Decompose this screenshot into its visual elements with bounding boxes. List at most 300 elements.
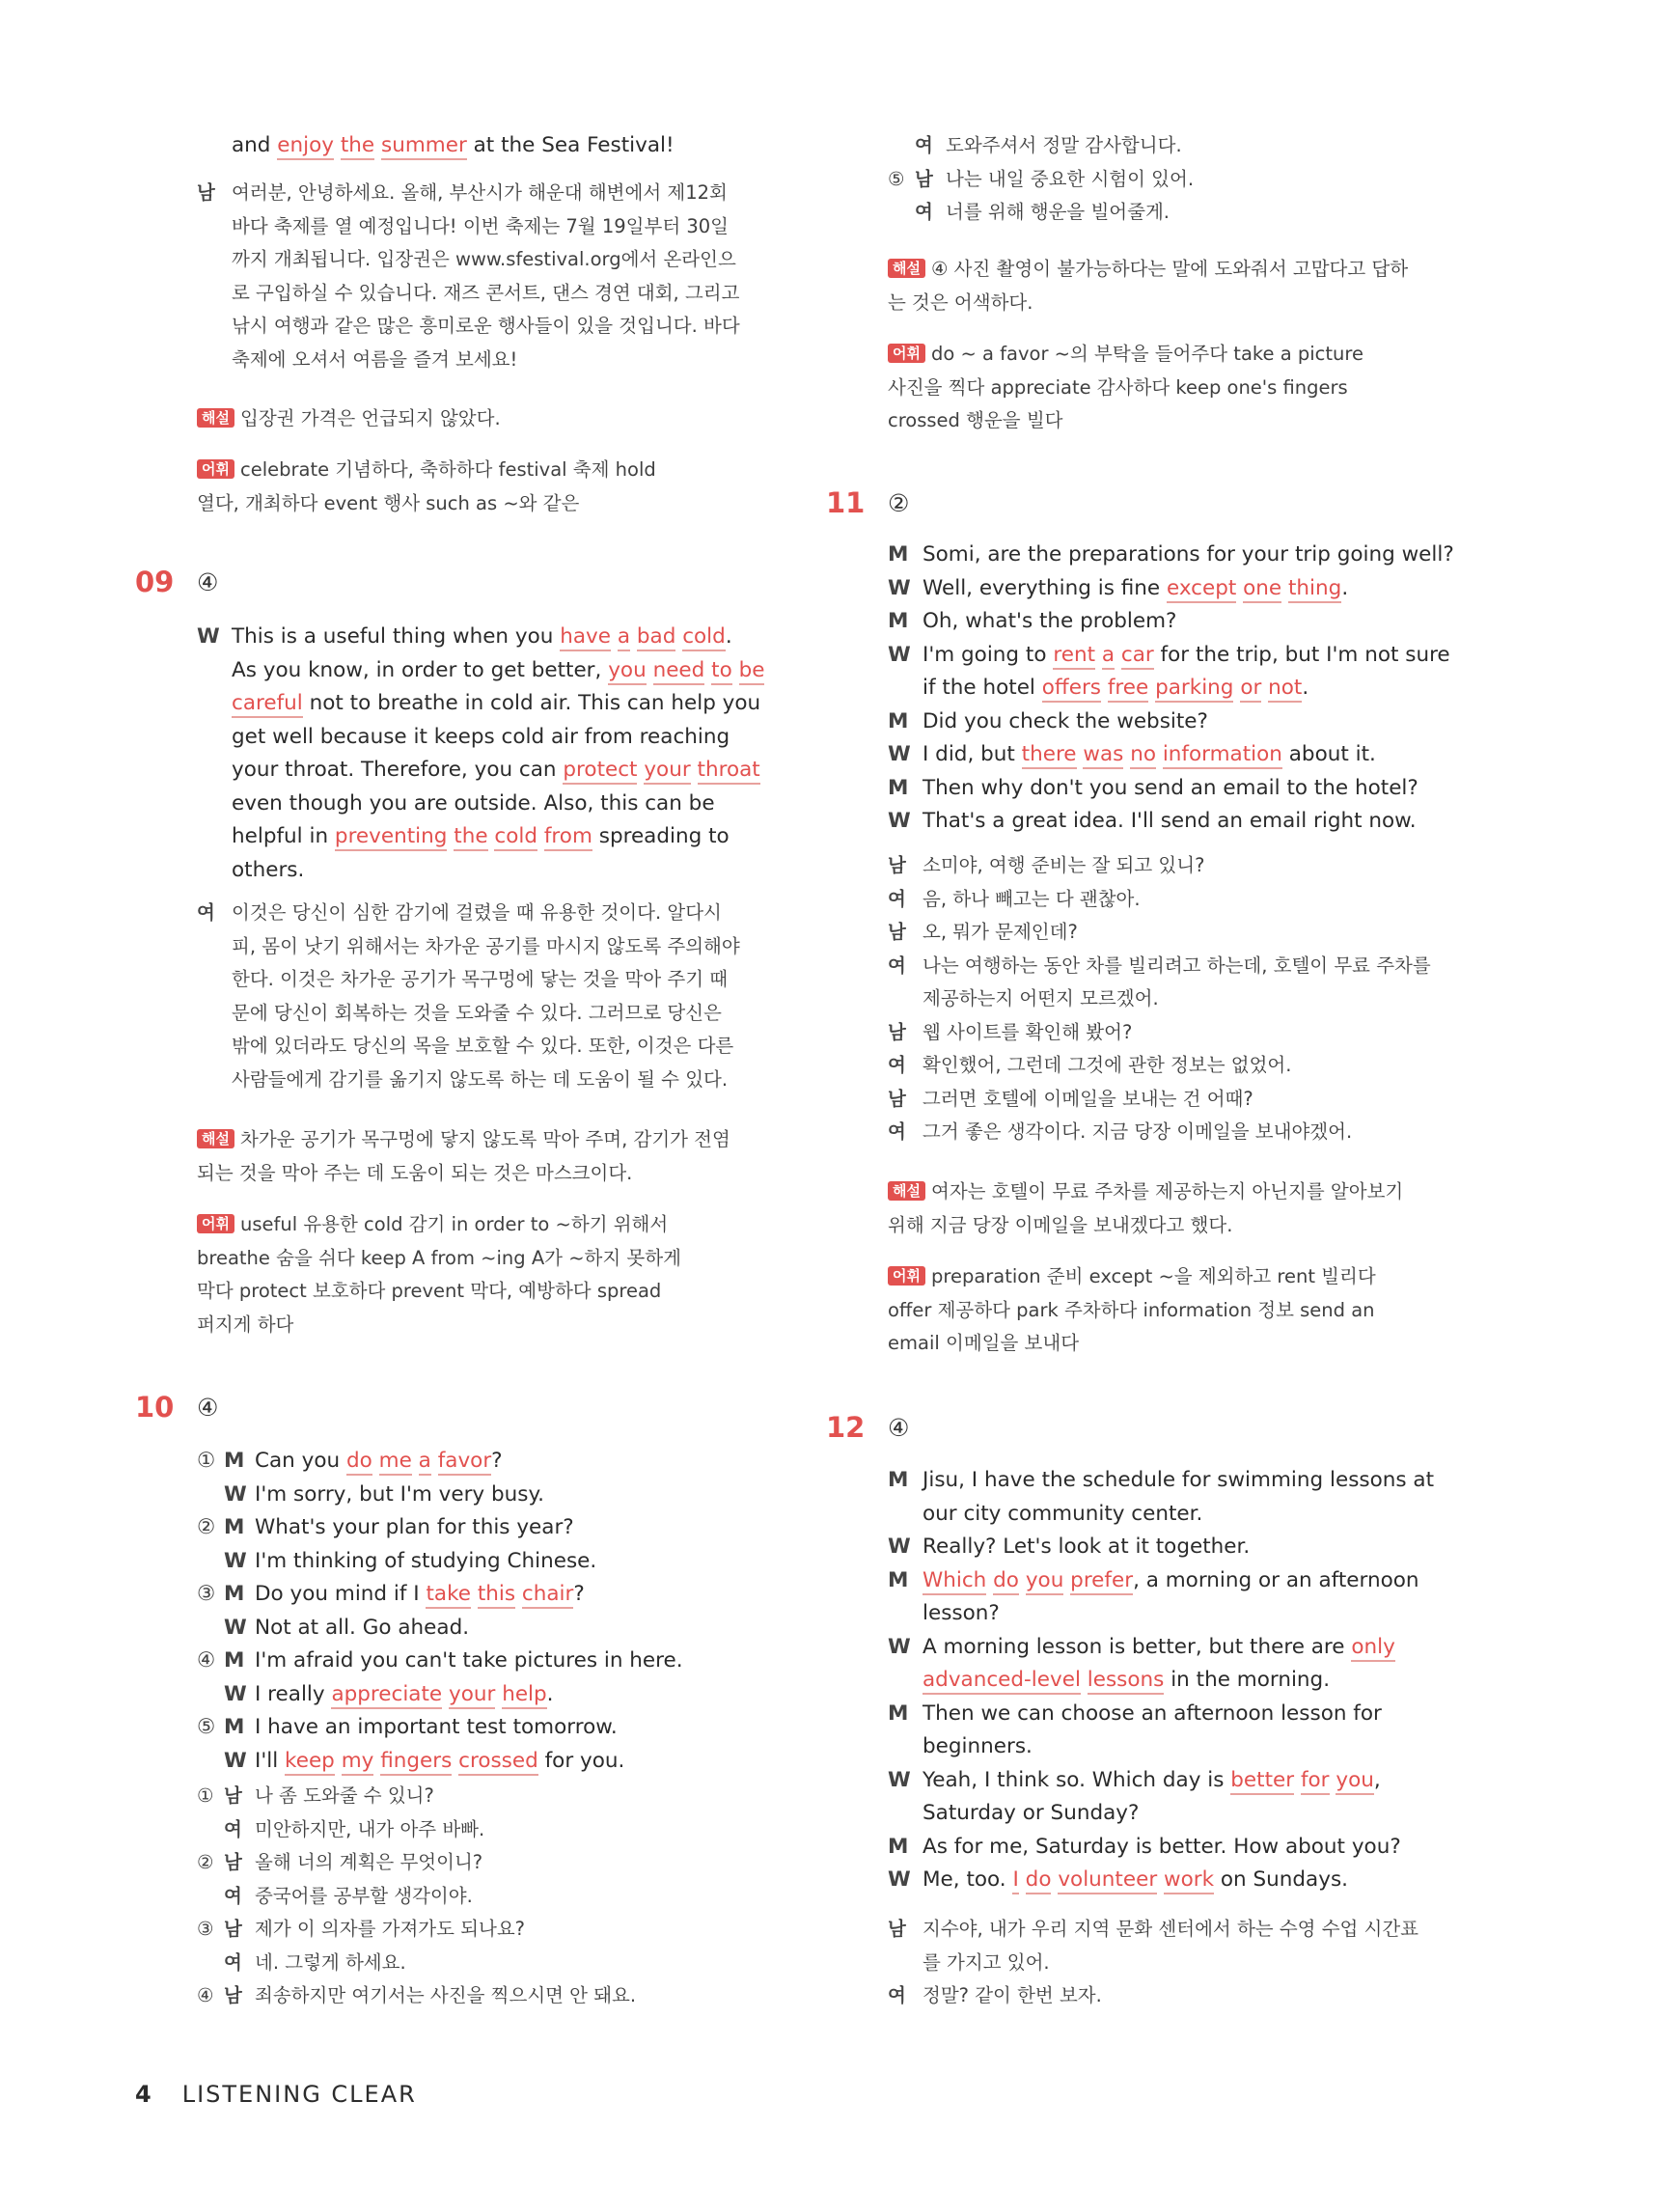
korean-text: [923, 849, 1204, 883]
blank-answer: except: [1167, 576, 1236, 603]
badge: 해설: [888, 259, 925, 278]
text-line: 여러분, 안녕하세요. 올해, 부산시가 해운대 해변에서 제12회: [232, 181, 728, 204]
korean-text: 제가 이 의자를 가져가도 되나요?: [255, 1918, 526, 1940]
blank-answer: be: [739, 658, 765, 685]
text-line: 피, 몸이 낫기 위해서는 차가운 공기를 마시지 않도록 주의해야: [232, 934, 740, 957]
blank-answer: the: [341, 133, 374, 160]
badge: 어휘: [197, 459, 234, 479]
question-09-explanation: [197, 1123, 776, 1190]
text-line: 어휘 preparation 준비 except ~을 제외하고 rent 빌리다: [888, 1260, 1478, 1294]
question-number: 09: [135, 566, 175, 598]
speaker: 여: [224, 1950, 242, 1974]
speaker: 남: [888, 1087, 906, 1110]
korean-choice-line: [197, 1846, 776, 1880]
dialog-turn: [888, 1531, 1478, 1564]
text-line: 해설 ④ 사진 촬영이 불가능하다는 말에 도와줘서 고맙다고 답하: [888, 253, 1478, 287]
dialog-turn: [888, 605, 1478, 639]
dialog-text: [923, 1864, 1348, 1897]
script-line: Did you check the website?: [923, 708, 1208, 733]
dialog-turn: [888, 705, 1478, 739]
speaker: M: [888, 1700, 909, 1726]
speaker: 남: [224, 1851, 242, 1873]
text-line: 밖에 있더라도 당신의 목을 보호할 수 있다. 또한, 이것은 다른: [232, 1035, 734, 1057]
blank-answer: prefer: [1070, 1568, 1133, 1595]
text-line: 정말? 같이 한번 보자.: [923, 1984, 1102, 2006]
blank-answer: do: [346, 1449, 372, 1476]
blank-answer: me: [379, 1449, 412, 1476]
script-line: your throat. Therefore, you can protect your throat: [232, 754, 764, 788]
speaker: M: [224, 1449, 245, 1473]
text-line: 축제에 오셔서 여름을 즐겨 보세요!: [232, 347, 518, 371]
blank-answer: parking: [1155, 676, 1233, 703]
text-line: 그거 좋은 생각이다. 지금 당장 이메일을 보내야겠어.: [923, 1120, 1353, 1143]
speaker: W: [888, 575, 911, 600]
badge: 어휘: [197, 1214, 234, 1233]
question-number: 10: [135, 1391, 175, 1424]
speaker: M: [224, 1648, 245, 1673]
speaker: W: [224, 1681, 247, 1706]
blank-answer: summer: [381, 133, 467, 160]
choice-number: ⑤: [197, 1715, 216, 1739]
dialog-turn: [888, 572, 1478, 606]
dialog-turn: [888, 1564, 1478, 1631]
blank-answer: preventing: [335, 824, 448, 851]
dialog-turn: [888, 539, 1478, 572]
blank-answer: for: [1301, 1768, 1330, 1795]
choice-text: Can you do me a favor?: [255, 1445, 503, 1479]
speaker: W: [224, 1548, 247, 1573]
speaker: M: [888, 542, 909, 567]
korean-text: 나는 내일 중요한 시험이 있어.: [946, 167, 1195, 190]
script-line: Really? Let's look at it together.: [923, 1535, 1251, 1559]
speaker: 남: [888, 854, 906, 876]
blank-answer: favor: [438, 1449, 491, 1476]
speaker: 여: [915, 201, 933, 223]
script-line: careful not to breathe in cold air. This can help you: [232, 687, 764, 721]
blank-answer: or: [1240, 676, 1261, 703]
speaker: W: [888, 742, 911, 766]
korean-choice-line: [197, 1913, 776, 1947]
text-line: 위해 지금 당장 이메일을 보내겠다고 했다.: [888, 1213, 1233, 1236]
question-11-korean: [888, 849, 1478, 1149]
question-11-vocabulary: [888, 1260, 1478, 1361]
blank-answer: a: [618, 624, 630, 651]
dialog-text: [923, 605, 1176, 639]
script-line: As you know, in order to get better, you need to be: [232, 654, 764, 688]
question-09-vocabulary: [197, 1208, 776, 1341]
text-line: 어휘 useful 유용한 cold 감기 in order to ~하기 위해서: [197, 1208, 776, 1242]
script-line: Which do you prefer, a morning or an afternoon: [923, 1564, 1419, 1598]
speaker: W: [888, 642, 911, 667]
blank-answer: need: [653, 658, 705, 685]
blank-answer: you: [1026, 1568, 1064, 1595]
speaker: W: [888, 1634, 911, 1659]
blank-answer: volunteer: [1058, 1867, 1157, 1894]
korean-text: 네. 그렇게 하세요.: [255, 1950, 406, 1974]
text-line: offer 제공하다 park 주차하다 information 정보 send an: [888, 1298, 1375, 1321]
script-line: I did, but there was no information about it.: [923, 738, 1376, 772]
text-line: 는 것은 어색하다.: [888, 290, 1033, 314]
korean-turn: [888, 1116, 1478, 1149]
korean-choice-line: [197, 1947, 776, 1980]
text-line: crossed 행운을 빌다: [888, 409, 1063, 431]
answer-mark: ④: [888, 1413, 910, 1442]
left-top-line: and enjoy the summer at the Sea Festival!: [197, 129, 776, 163]
korean-choice-line: [888, 163, 1478, 197]
choice-line: [197, 1645, 776, 1678]
question-12-korean: [888, 1913, 1478, 2013]
korean-choice-line: [888, 129, 1478, 163]
script-line: lesson?: [923, 1601, 1000, 1625]
blank-answer: cold: [494, 824, 537, 851]
explain-badge: 해설: [197, 408, 234, 428]
speaker: M: [888, 775, 909, 800]
speaker: 남: [888, 921, 906, 943]
korean-text: 올해 너의 계획은 무엇이니?: [255, 1851, 483, 1873]
korean-turn: [888, 1016, 1478, 1050]
speaker: M: [224, 1715, 245, 1739]
speaker: W: [888, 1767, 911, 1792]
dialog-text: [923, 639, 1450, 705]
dialog-turn: [888, 1464, 1478, 1531]
dialog-turn: [888, 1631, 1478, 1698]
dialog-turn: [888, 1831, 1478, 1865]
speaker: M: [888, 1567, 909, 1592]
dialog-text: [923, 738, 1376, 772]
korean-turn: [888, 1083, 1478, 1117]
text-line: 막다 protect 보호하다 prevent 막다, 예방하다 spread: [197, 1280, 662, 1302]
blank-answer: take: [426, 1582, 471, 1609]
choice-number: ④: [197, 1648, 216, 1673]
dialog-text: [923, 572, 1348, 606]
answer-mark: ④: [197, 1393, 219, 1422]
blank-answer: have: [560, 624, 611, 651]
dialog-text: [923, 1631, 1395, 1698]
blank-answer: I: [1012, 1867, 1018, 1894]
blank-answer: do: [1026, 1867, 1052, 1894]
question-11-script: [888, 539, 1478, 839]
script-line: Then we can choose an afternoon lesson for: [923, 1700, 1382, 1726]
korean-text: [923, 1083, 1253, 1117]
korean-text: [923, 1979, 1102, 2013]
question-09-script: W This is a useful thing when you have a bad cold. As you know, in order to get better, you need to be careful not to breathe in cold air. This can help you get well because it keeps cold air from reaching your throat. Therefore, you can protect your throat even though you are outside. Also, this can be helpful in preventing the cold from spreading to others.: [197, 621, 776, 887]
text-line: 오, 뭐가 문제인데?: [923, 921, 1078, 943]
blank-answer: there: [1022, 742, 1077, 769]
text-line: 제공하는지 어떤지 모르겠어.: [923, 987, 1159, 1009]
blank-answer: to: [711, 658, 732, 685]
korean-turn: [888, 1979, 1478, 2013]
blank-answer: your: [449, 1682, 495, 1709]
speaker: M: [888, 708, 909, 733]
korean-choice-line: [197, 1979, 776, 2013]
korean-turn: [888, 950, 1478, 1016]
speaker: W: [888, 809, 911, 833]
blank-answer: my: [342, 1749, 374, 1776]
choice-number: ④: [197, 1984, 214, 2006]
choice-text: I'm afraid you can't take pictures in here.: [255, 1648, 683, 1673]
script-line: This is a useful thing when you have a bad cold.: [232, 621, 764, 654]
choice-line: [197, 1479, 776, 1512]
choice-line: [197, 1445, 776, 1479]
text-line: 확인했어, 그런데 그것에 관한 정보는 없었어.: [923, 1054, 1292, 1076]
question-12-script: [888, 1464, 1478, 1897]
speaker: M: [224, 1515, 245, 1539]
speaker: 남: [224, 1784, 242, 1807]
korean-choice-line: [197, 1780, 776, 1813]
speaker: 남: [888, 1918, 906, 1940]
blank-answer: you: [608, 658, 647, 685]
script-line: Oh, what's the problem?: [923, 609, 1177, 633]
dialog-turn: [888, 1764, 1478, 1831]
text-line: 그러면 호텔에 이메일을 보내는 건 어때?: [923, 1087, 1253, 1110]
korean-turn: [888, 1049, 1478, 1083]
blank-answer: Which: [923, 1568, 986, 1595]
blank-answer: fingers: [380, 1749, 452, 1776]
script-line: advanced-level lessons in the morning.: [923, 1664, 1395, 1698]
choice-text: Not at all. Go ahead.: [255, 1615, 470, 1640]
korean-text: [923, 1116, 1352, 1149]
choice-line: [197, 1678, 776, 1712]
text-line: 나는 여행하는 동안 차를 빌리려고 하는데, 호텔이 무료 주차를: [923, 954, 1431, 977]
badge: 해설: [197, 1129, 234, 1148]
choice-number: ①: [197, 1449, 216, 1473]
choice-line: [197, 1545, 776, 1579]
korean-turn: [888, 849, 1478, 883]
blank-answer: cold: [682, 624, 726, 651]
blank-answer: a: [419, 1449, 431, 1476]
korean-text: [923, 916, 1078, 950]
choice-number: ②: [197, 1851, 214, 1873]
script-line: our city community center.: [923, 1501, 1203, 1526]
script-line: A morning lesson is better, but there are only: [923, 1631, 1395, 1665]
answer-mark: ④: [197, 567, 219, 596]
blank-answer: only: [1351, 1635, 1394, 1662]
question-09-header: [135, 566, 218, 598]
question-number: 12: [826, 1411, 866, 1444]
speaker: 여: [224, 1817, 242, 1840]
script-line: get well because it keeps cold air from reaching: [232, 724, 730, 749]
blank-answer: not: [1268, 676, 1302, 703]
speaker: 여: [888, 1054, 906, 1076]
dialog-text: [923, 1464, 1434, 1531]
blank-answer: enjoy: [277, 133, 334, 160]
text-line: email 이메일을 보내다: [888, 1332, 1080, 1354]
script-line: Well, everything is fine except one thing.: [923, 572, 1348, 606]
speaker: M: [888, 1834, 909, 1859]
dialog-text: [923, 772, 1418, 806]
blank-answer: from: [544, 824, 592, 851]
speaker: W: [224, 1748, 247, 1773]
blank-answer: was: [1083, 742, 1123, 769]
blank-answer: offers: [1042, 676, 1101, 703]
korean-translation: [232, 177, 740, 376]
speaker: 남: [224, 1984, 242, 2006]
blank-answer: the: [454, 824, 487, 851]
script-line: others.: [232, 857, 305, 882]
choice-text: I'm sorry, but I'm very busy.: [255, 1481, 544, 1507]
question-11-header: [826, 486, 909, 519]
script-line: Jisu, I have the schedule for swimming lessons at: [923, 1468, 1435, 1492]
left-top-vocabulary: [197, 454, 776, 520]
choice-text: I'll keep my fingers crossed for you.: [255, 1745, 624, 1779]
right-top-korean: [888, 129, 1478, 230]
korean-text: [923, 950, 1431, 1016]
script-line: That's a great idea. I'll send an email right now.: [923, 809, 1417, 833]
blank-answer: lessons: [1088, 1668, 1165, 1695]
dialog-turn: [888, 1864, 1478, 1897]
text-line: 음, 하나 빼고는 다 괜찮아.: [923, 887, 1141, 910]
question-12-header: [826, 1411, 909, 1444]
dialog-text: [923, 1531, 1250, 1564]
text-line: 지수야, 내가 우리 지역 문화 센터에서 하는 수영 수업 시간표: [923, 1918, 1419, 1940]
speaker: W: [888, 1867, 911, 1892]
left-top-explanation: 해설 입장권 가격은 언급되지 않았다.: [197, 402, 776, 436]
text-line: 로 구입하실 수 있습니다. 재즈 콘서트, 댄스 경연 대회, 그리고: [232, 281, 740, 304]
blank-answer: one: [1243, 576, 1281, 603]
speaker: 여: [888, 1984, 906, 2006]
korean-text: 나 좀 도와줄 수 있니?: [255, 1784, 434, 1807]
korean-text: [923, 1049, 1291, 1083]
book-title: LISTENING CLEAR: [181, 2081, 417, 2108]
choice-line: [197, 1612, 776, 1645]
question-09-korean: 여 이것은 당신이 심한 감기에 걸렸을 때 유용한 것이다. 알다시 피, 몸이 낫기 위해서는 차가운 공기를 마시지 않도록 주의해야 한다. 이것은 차가운 공기가 목구멍에 닿는 것을 막아 주기 때 문에 당신이 회복하는 것을 도와줄 수 있다. 그러므로 당신은 밖에 있더라도 당신의 목을 보호할 수 있다. 또한, 이것은 다른 사람들에게 감기를 옮기지 않도록 하는 데 도움이 될 수 있다.: [197, 897, 776, 1096]
text-line: 웹 사이트를 확인해 봤어?: [923, 1020, 1133, 1043]
script-line: Me, too. I do volunteer work on Sundays.: [923, 1864, 1348, 1897]
blank-answer: do: [993, 1568, 1019, 1595]
choice-text: I'm thinking of studying Chinese.: [255, 1548, 597, 1573]
text-line: 이것은 당신이 심한 감기에 걸렸을 때 유용한 것이다. 알다시: [232, 901, 722, 924]
right-top-explanation: [888, 253, 1478, 319]
question-number: 11: [826, 486, 866, 519]
choice-text: Do you mind if I take this chair?: [255, 1578, 585, 1612]
blank-answer: appreciate: [331, 1682, 442, 1709]
speaker: W: [224, 1481, 247, 1507]
text-line: breathe 숨을 쉬다 keep A from ~ing A가 ~하지 못하게: [197, 1246, 681, 1269]
question-10-korean: [197, 1780, 776, 2013]
text-line: 까지 개최됩니다. 입장권은 www.sfestival.org에서 온라인으: [232, 248, 736, 270]
speaker: M: [224, 1582, 245, 1606]
speaker: 여: [888, 954, 906, 977]
choice-line: [197, 1711, 776, 1745]
blank-answer: thing: [1288, 576, 1341, 603]
dialog-turn: [888, 772, 1478, 806]
badge: 어휘: [888, 344, 925, 363]
blank-answer: you: [1336, 1768, 1374, 1795]
dialog-text: [923, 539, 1454, 572]
text-line: 열다, 개최하다 event 행사 such as ~와 같은: [197, 491, 580, 514]
script-line: Saturday or Sunday?: [923, 1801, 1140, 1825]
korean-text: [923, 1913, 1418, 1979]
blank-answer: information: [1163, 742, 1282, 769]
badge: 해설: [888, 1181, 925, 1201]
speaker: 남: [888, 1020, 906, 1043]
dialog-text: [923, 805, 1417, 839]
speaker: 여: [888, 1120, 906, 1143]
text-line: 사람들에게 감기를 옮기지 않도록 하는 데 도움이 될 수 있다.: [232, 1067, 729, 1091]
script-line: Then why don't you send an email to the hotel?: [923, 775, 1418, 800]
dialog-text: [923, 1564, 1419, 1631]
text-line: 문에 당신이 회복하는 것을 도와줄 수 있다. 그러므로 당신은: [232, 1001, 722, 1024]
page-number: 4: [135, 2081, 153, 2108]
script-line: As for me, Saturday is better. How about you?: [923, 1834, 1401, 1859]
right-top-vocabulary: [888, 338, 1478, 438]
text-line: 소미야, 여행 준비는 잘 되고 있니?: [923, 854, 1205, 876]
question-11-explanation: [888, 1175, 1478, 1242]
blank-answer: help: [502, 1682, 546, 1709]
text-line: 퍼지게 하다: [197, 1313, 294, 1336]
blank-answer: bad: [637, 624, 675, 651]
choice-line: [197, 1511, 776, 1545]
choice-number: ③: [197, 1918, 214, 1940]
page-footer: [135, 2081, 417, 2108]
badge: 어휘: [888, 1266, 925, 1286]
script-line: even though you are outside. Also, this can be: [232, 790, 715, 816]
blank-answer: car: [1121, 643, 1154, 670]
script-line: Somi, are the preparations for your trip going well?: [923, 542, 1454, 567]
korean-turn: [888, 1913, 1478, 1979]
dialog-turn: [888, 738, 1478, 772]
question-10-header: [135, 1391, 218, 1424]
speaker: M: [888, 1468, 909, 1492]
text-line: 어휘 celebrate 기념하다, 축하하다 festival 축제 hold: [197, 454, 776, 487]
dialog-text: [923, 1831, 1401, 1865]
text-line: 해설 차가운 공기가 목구멍에 닿지 않도록 막아 주며, 감기가 전염: [197, 1123, 776, 1157]
speaker: 여: [888, 887, 906, 910]
question-10-choices: [197, 1445, 776, 1778]
speaker: 여: [915, 134, 933, 156]
dialog-turn: [888, 805, 1478, 839]
script-line: helpful in preventing the cold from spreading to: [232, 820, 764, 854]
korean-choice-line: [888, 196, 1478, 230]
korean-text: 중국어를 공부할 생각이야.: [255, 1884, 473, 1907]
blank-answer: throat: [698, 758, 760, 785]
blank-answer: work: [1164, 1867, 1214, 1894]
dialog-text: [923, 1698, 1382, 1764]
korean-text: [923, 1016, 1132, 1050]
script-line: I'm going to rent a car for the trip, but I'm not sure: [923, 639, 1450, 673]
text-line: 한다. 이것은 차가운 공기가 목구멍에 닿는 것을 막아 주기 때: [232, 968, 729, 990]
blank-answer: this: [478, 1582, 515, 1609]
korean-choice-line: [197, 1813, 776, 1847]
speaker: 남: [915, 167, 933, 190]
choice-number: ③: [197, 1582, 216, 1606]
text-line: 되는 것을 막아 주는 데 도움이 되는 것은 마스크이다.: [197, 1161, 633, 1184]
blank-answer: your: [644, 758, 690, 785]
blank-answer: keep: [285, 1749, 335, 1776]
dialog-text: [923, 705, 1208, 739]
korean-text: [923, 883, 1141, 917]
korean-text: 도와주셔서 정말 감사합니다.: [946, 134, 1182, 156]
dialog-turn: [888, 1698, 1478, 1764]
choice-text: What's your plan for this year?: [255, 1515, 574, 1539]
text-line: 바다 축제를 열 예정입니다! 이번 축제는 7월 19일부터 30일: [232, 214, 730, 237]
korean-text: 미안하지만, 내가 아주 바빠.: [255, 1817, 485, 1840]
dialog-text: [923, 1764, 1381, 1831]
korean-choice-line: [197, 1880, 776, 1914]
blank-answer: free: [1108, 676, 1148, 703]
speaker: 여: [224, 1884, 242, 1907]
korean-turn: [888, 916, 1478, 950]
korean-turn: [888, 883, 1478, 917]
blank-answer: no: [1130, 742, 1156, 769]
blank-answer: crossed: [458, 1749, 538, 1776]
script-line: if the hotel offers free parking or not.: [923, 672, 1450, 705]
korean-text: 죄송하지만 여기서는 사진을 찍으시면 안 돼요.: [255, 1984, 637, 2006]
speaker: M: [888, 609, 909, 633]
choice-line: [197, 1578, 776, 1612]
blank-answer: advanced-level: [923, 1668, 1081, 1695]
blank-answer: a: [1102, 643, 1115, 670]
